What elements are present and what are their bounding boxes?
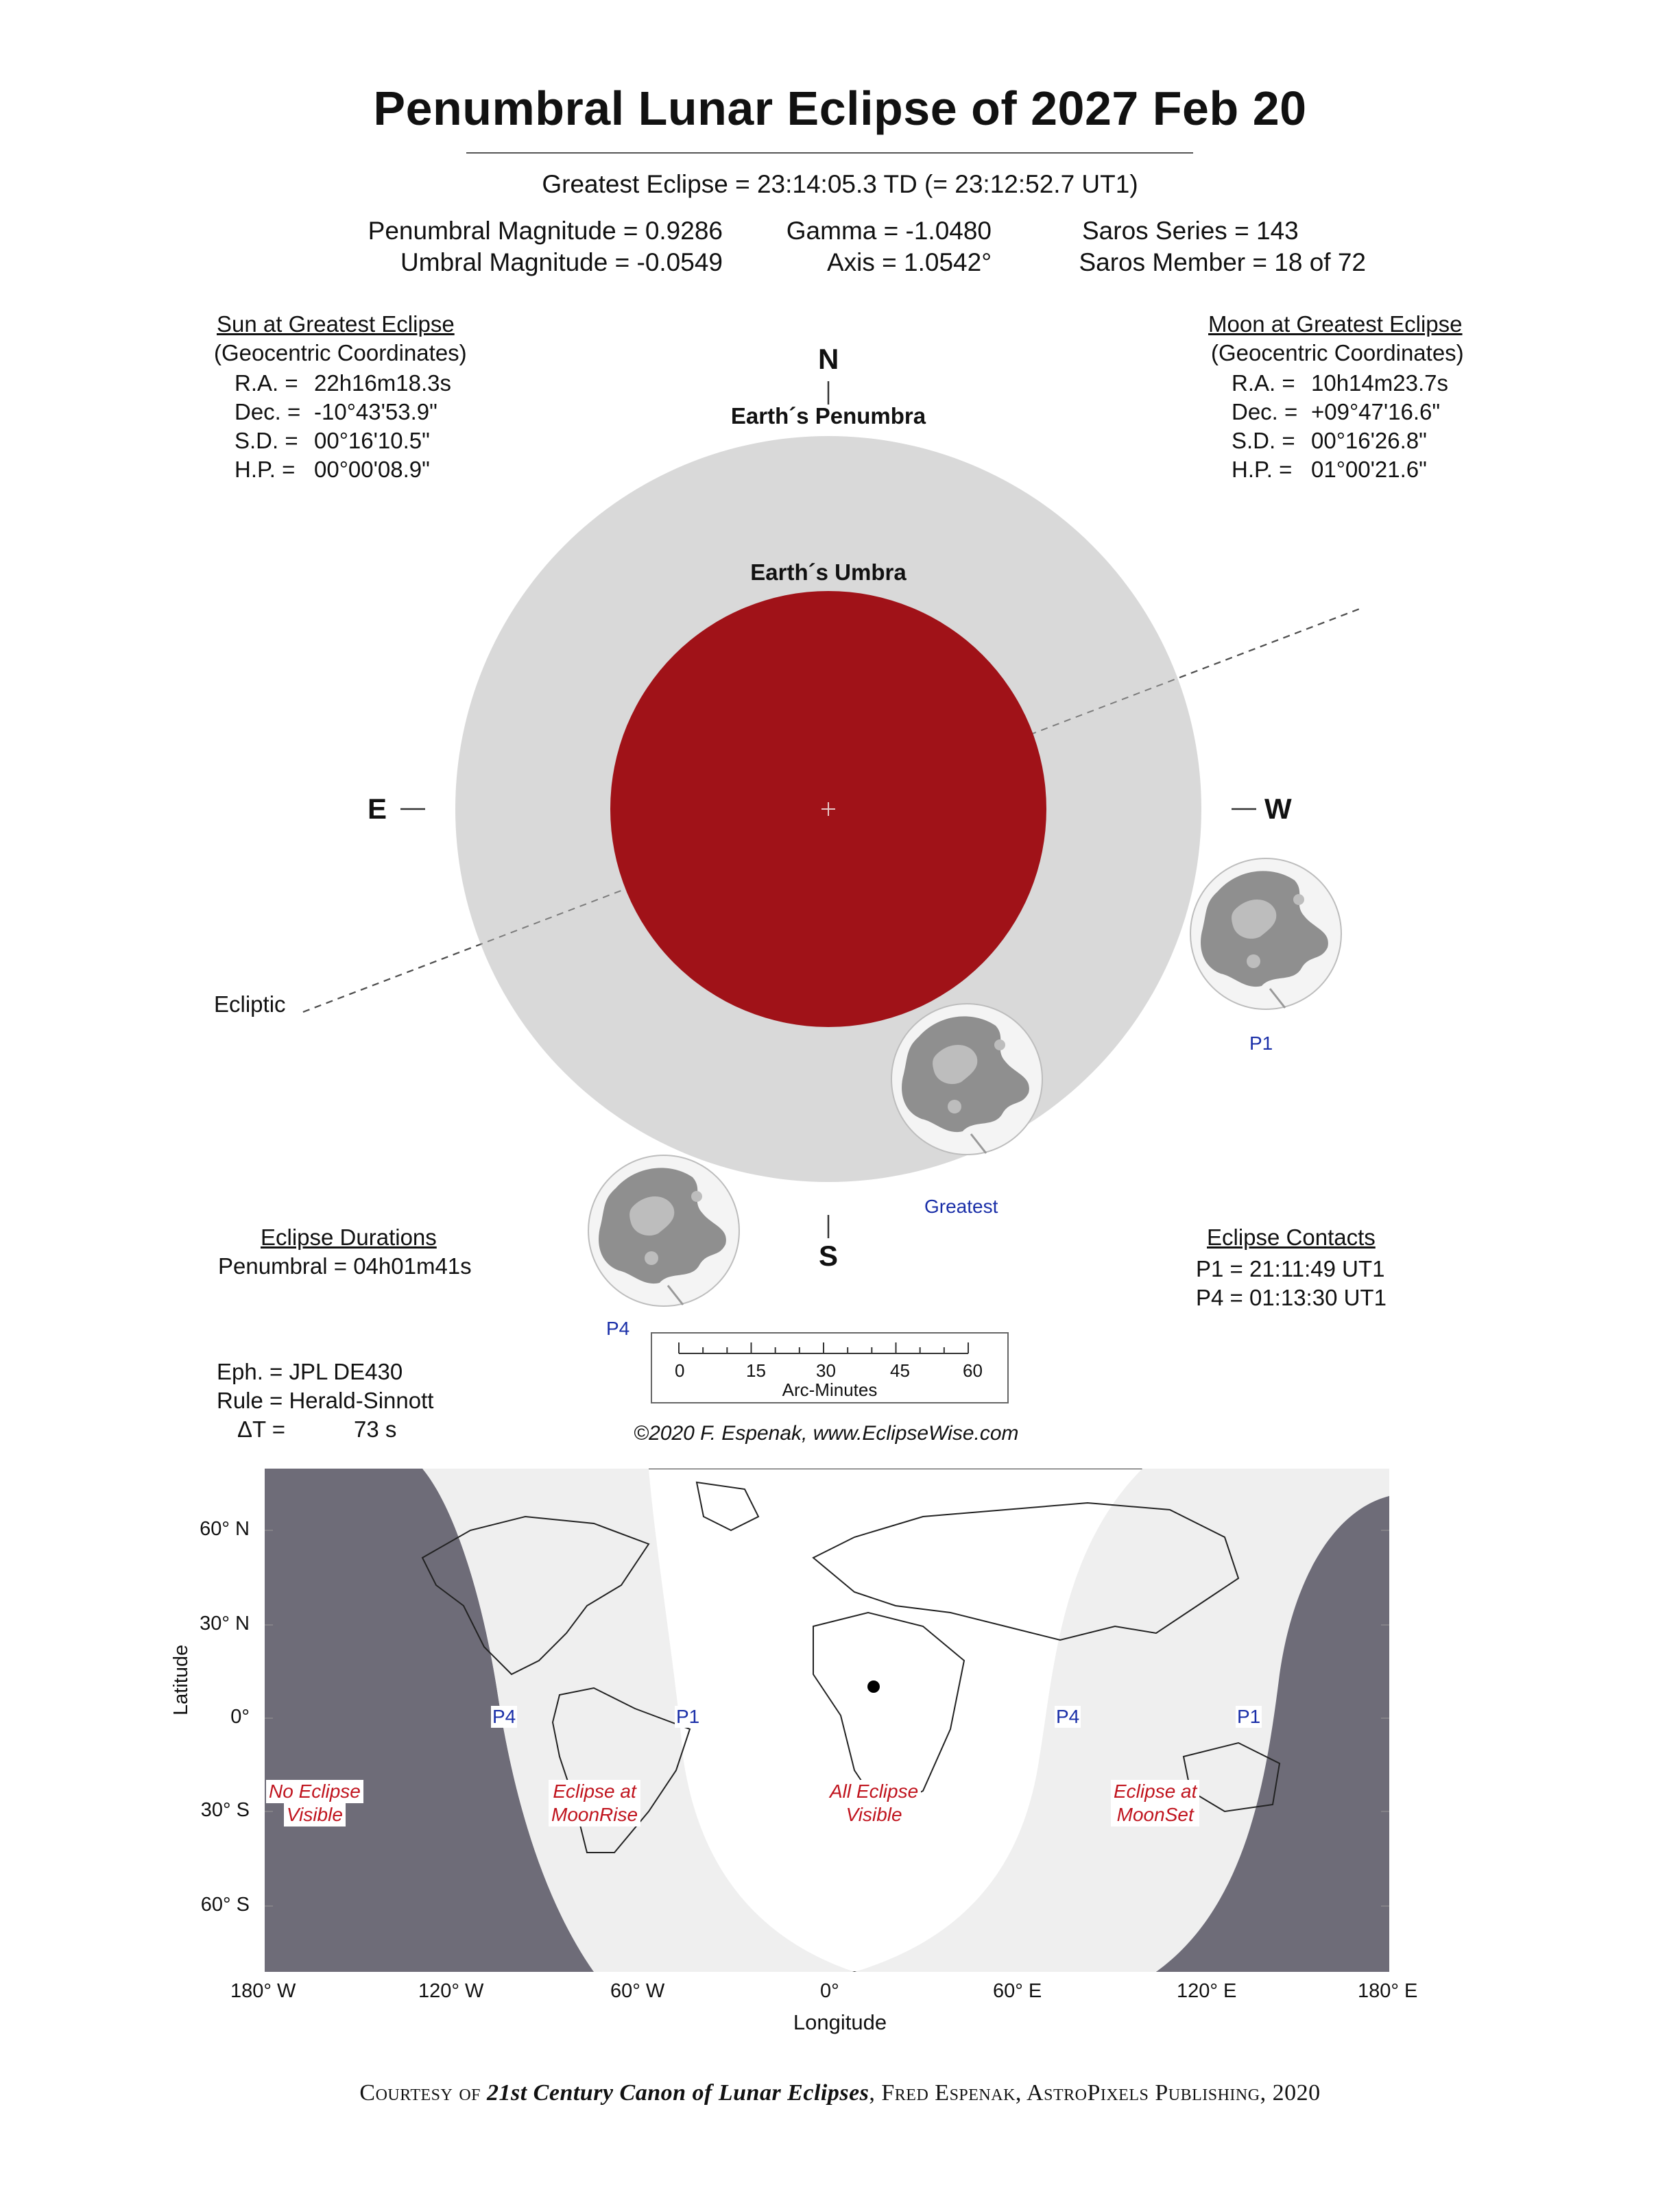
moon-ra-row: R.A. = 10h14m23.7s [1232, 370, 1448, 396]
moon-greatest [891, 1004, 1042, 1155]
scale-tick-label: 30 [816, 1360, 836, 1381]
penumbra-label: Earth´s Penumbra [730, 403, 926, 429]
moon-subheading: (Geocentric Coordinates) [1211, 340, 1464, 365]
moon-dec-row: Dec. = +09°47'16.6" [1232, 399, 1441, 424]
sun-subheading: (Geocentric Coordinates) [214, 340, 467, 365]
lon-tick-label: 120° E [1177, 1980, 1237, 2002]
axis-value: Axis = 1.0542° [826, 248, 992, 276]
lon-tick-label: 60° E [993, 1980, 1042, 2002]
sun-hp-row: H.P. = 00°00'08.9" [235, 457, 430, 482]
region-label-no-eclipse: No Eclipse Visible [266, 1780, 363, 1827]
moon-hp-row: H.P. = 01°00'21.6" [1232, 457, 1427, 482]
saros-member: Saros Member = 18 of 72 [1079, 248, 1366, 276]
eclipse-durations [218, 1223, 472, 1281]
ecliptic-label: Ecliptic [214, 991, 286, 1017]
region-label-all-visible: All Eclipse Visible [827, 1780, 921, 1827]
penumbral-magnitude: Penumbral Magnitude = 0.9286 [368, 217, 723, 245]
south-label: S [819, 1240, 839, 1272]
contact-p4: P4 = 01:13:30 UT1 [1196, 1285, 1387, 1310]
saros-series: Saros Series = 143 [1082, 217, 1299, 245]
credit-line: Courtesy of 21st Century Canon of Lunar Eclipses, Fred Espenak, AstroPixels Publishing, 2020 [359, 2080, 1321, 2106]
scale-tick-label: 0 [675, 1360, 685, 1381]
lon-tick-label: 0° [820, 1980, 839, 2002]
visibility-map [265, 1469, 1389, 1972]
sun-heading: Sun at Greatest Eclipse [217, 311, 455, 337]
greatest-eclipse-time: Greatest Eclipse = 23:14:05.3 TD (= 23:12:52.7 UT1) [542, 170, 1138, 198]
durations-heading: Eclipse Durations [261, 1225, 437, 1250]
west-label: W [1264, 793, 1292, 825]
moon-heading: Moon at Greatest Eclipse [1208, 311, 1463, 337]
region-label-moonrise: Eclipse at MoonRise [549, 1780, 640, 1827]
north-label: N [818, 343, 839, 375]
map-contact-label: P1 [1237, 1706, 1261, 1727]
scale-unit-label: Arc-Minutes [782, 1379, 878, 1400]
copyright: ©2020 F. Espenak, www.EclipseWise.com [634, 1422, 1019, 1445]
penumbral-duration: Penumbral = 04h01m41s [218, 1253, 472, 1279]
lat-tick-label: 0° [230, 1706, 250, 1728]
scale-tick-label: 60 [963, 1360, 983, 1381]
umbra-label: Earth´s Umbra [750, 559, 907, 585]
moon-p4 [588, 1155, 739, 1306]
gamma-value: Gamma = -1.0480 [786, 217, 992, 245]
lat-tick-label: 30° S [200, 1799, 250, 1821]
scale-tick-label: 45 [890, 1360, 910, 1381]
lat-tick-label: 60° N [200, 1518, 250, 1540]
moon-p1 [1190, 858, 1341, 1009]
east-label: E [368, 793, 387, 825]
moon-greatest-label: Greatest [924, 1196, 998, 1217]
map-contact-label: P4 [492, 1706, 516, 1727]
region-label-moonset: Eclipse at MoonSet [1111, 1780, 1199, 1827]
delta-t: ΔT = 73 s [237, 1417, 397, 1442]
ephemeris: Eph. = JPL DE430 [217, 1359, 403, 1384]
moon-p1-label: P1 [1249, 1033, 1273, 1054]
moon-p4-label: P4 [606, 1318, 630, 1339]
map-x-axis-label: Longitude [793, 2010, 887, 2034]
umbral-magnitude: Umbral Magnitude = -0.0549 [400, 248, 723, 276]
lat-tick-label: 60° S [200, 1894, 250, 1916]
sun-ra-row: R.A. = 22h16m18.3s [235, 370, 451, 396]
map-contact-label: P4 [1056, 1706, 1080, 1727]
lat-tick-label: 30° N [200, 1613, 250, 1635]
rule: Rule = Herald-Sinnott [217, 1388, 434, 1413]
eclipse-contacts [1196, 1223, 1387, 1312]
greatest-eclipse-point [867, 1680, 880, 1693]
moon-sd-row: S.D. = 00°16'26.8" [1232, 428, 1427, 453]
page-title: Penumbral Lunar Eclipse of 2027 Feb 20 [373, 82, 1307, 135]
map-contact-label: P1 [676, 1706, 700, 1727]
lon-tick-label: 120° W [418, 1980, 484, 2002]
lon-tick-label: 180° E [1358, 1980, 1418, 2002]
lon-tick-label: 60° W [610, 1980, 665, 2002]
sun-sd-row: S.D. = 00°16'10.5" [235, 428, 430, 453]
map-y-axis-label: Latitude [170, 1644, 192, 1715]
sun-dec-row: Dec. = -10°43'53.9" [235, 399, 437, 424]
ephemeris-info [217, 1358, 433, 1444]
contact-p1: P1 = 21:11:49 UT1 [1196, 1256, 1385, 1281]
contacts-heading: Eclipse Contacts [1207, 1225, 1376, 1250]
scale-tick-label: 15 [746, 1360, 766, 1381]
lon-tick-label: 180° W [230, 1980, 296, 2002]
